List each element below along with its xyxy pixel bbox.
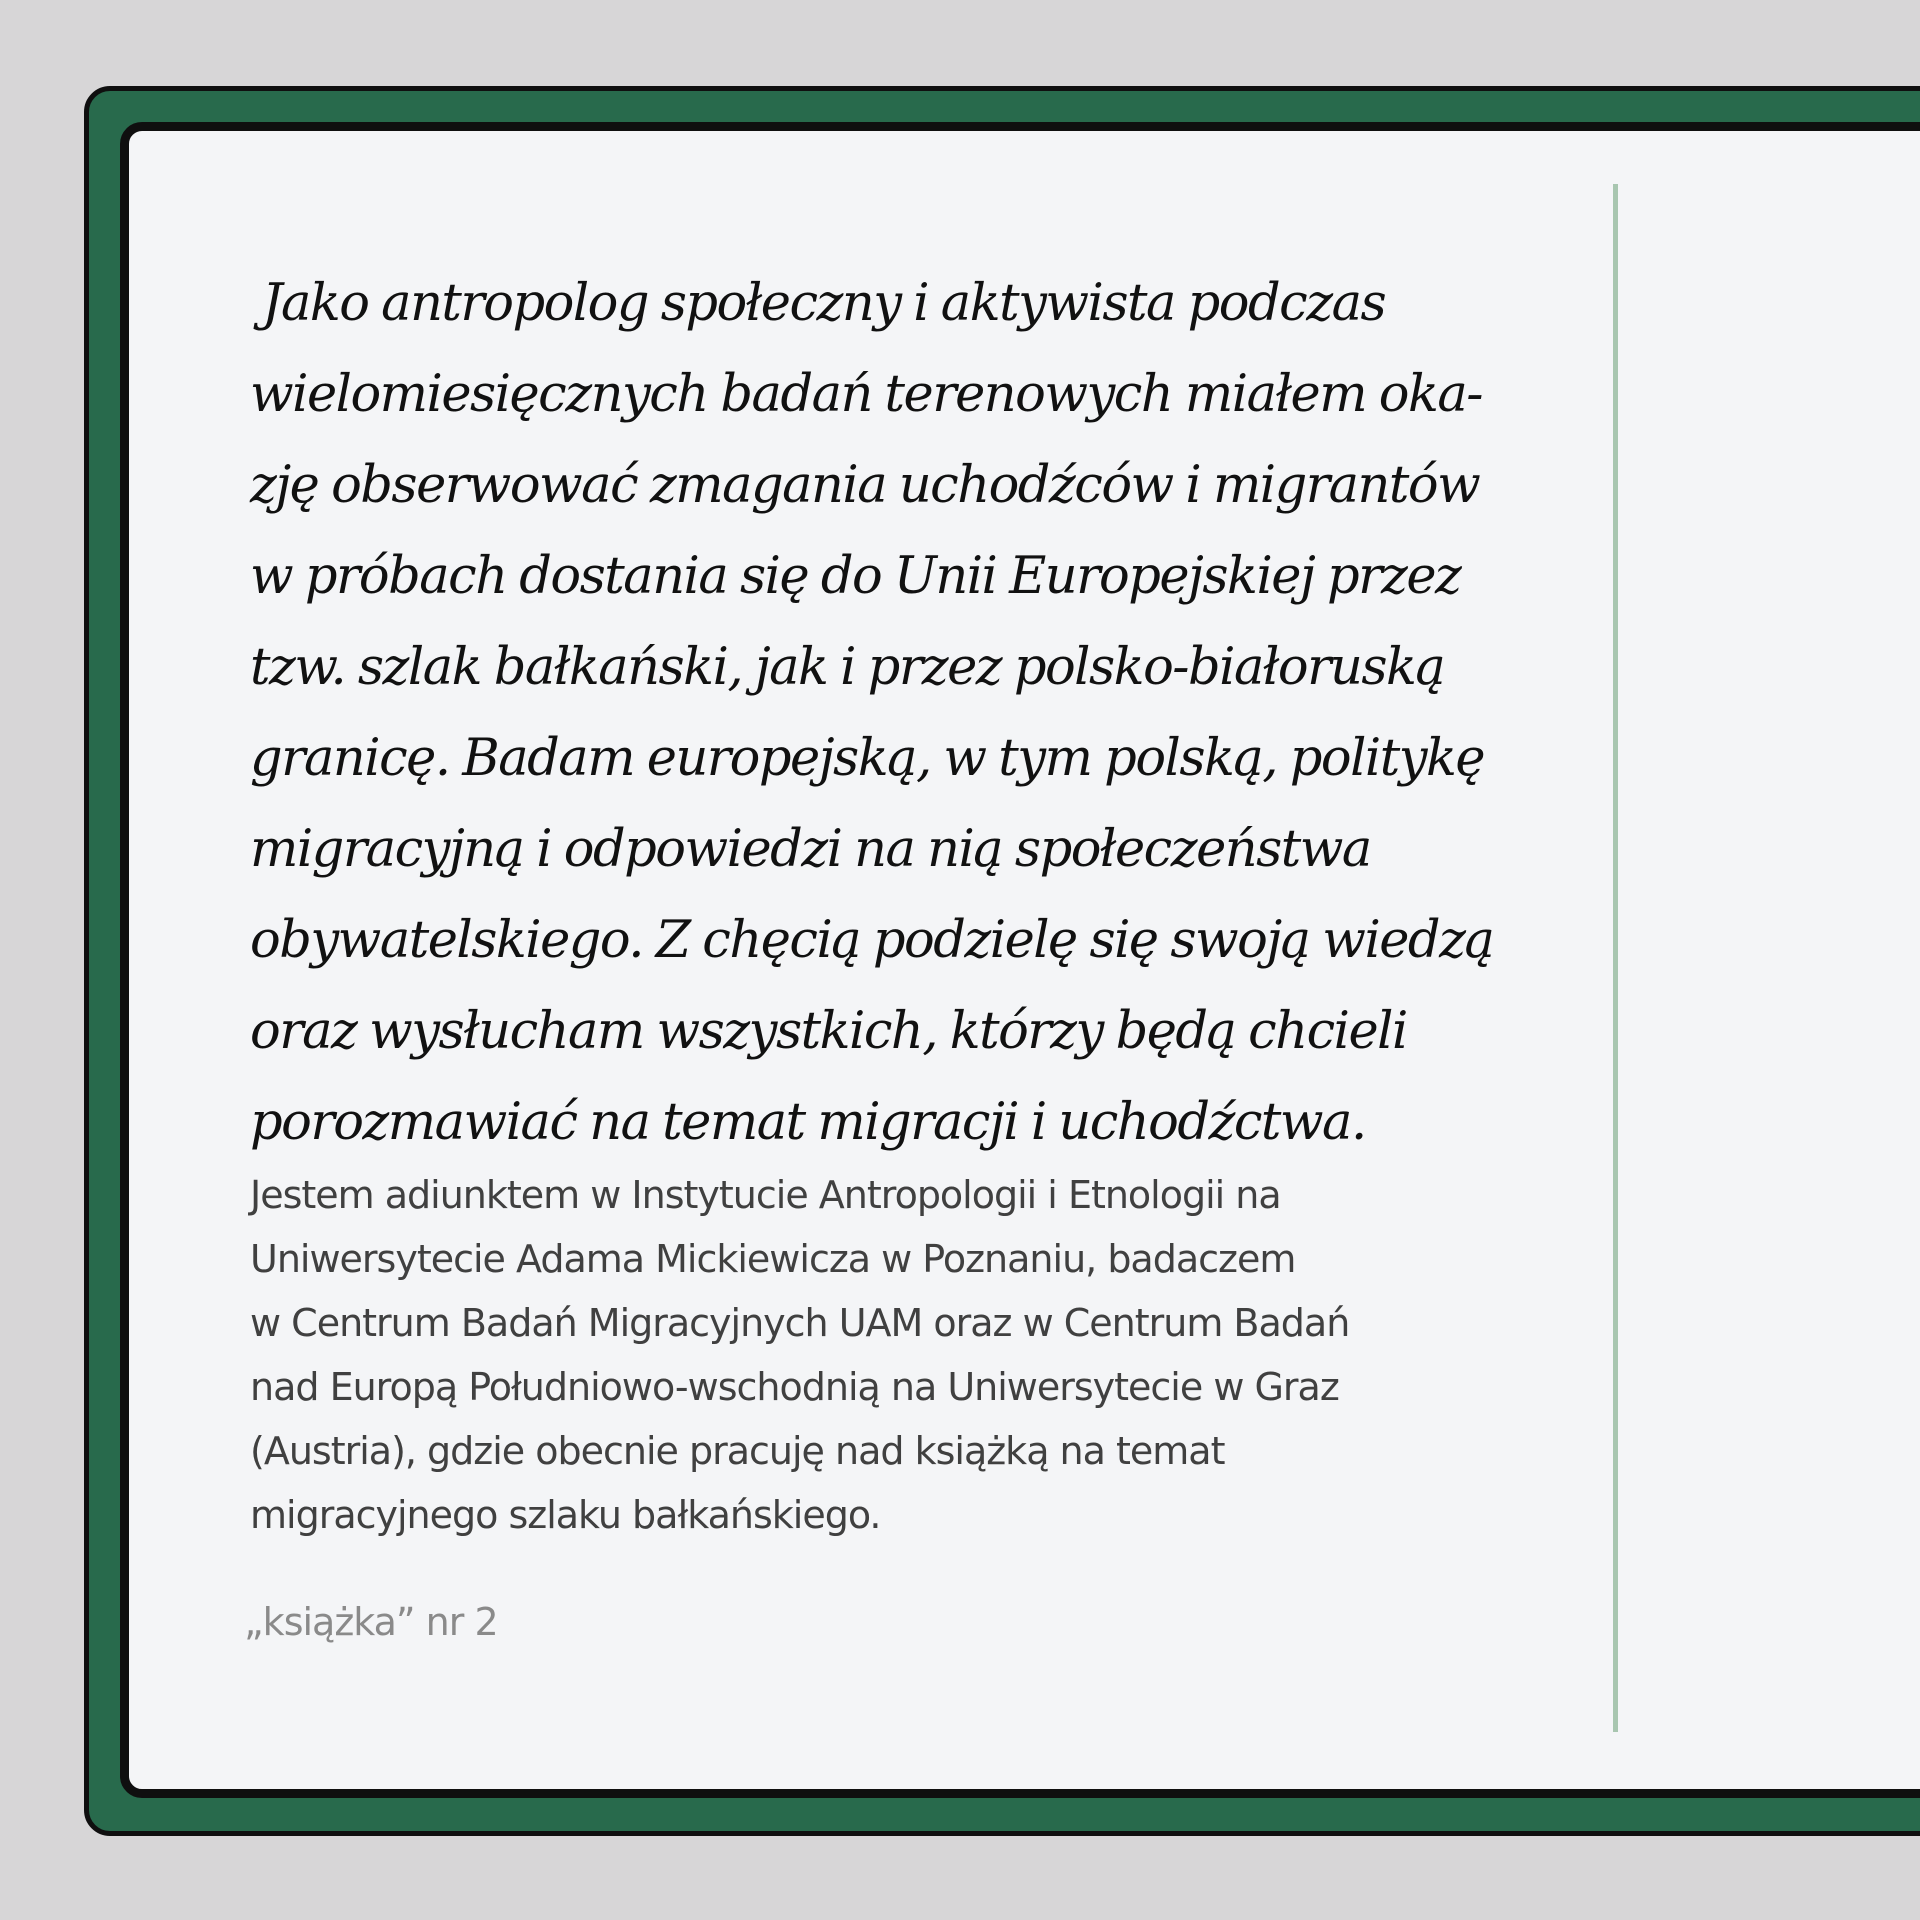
- quote-line: oraz wysłucham wszystkich, którzy będą chcieli: [250, 1002, 1407, 1061]
- quote-line: zję obserwować zmagania uchodźców i migrantów: [250, 456, 1480, 515]
- bio-line: migracyjnego szlaku bałkańskiego.: [250, 1493, 881, 1537]
- quote-line: granicę. Badam europejską, w tym polską, politykę: [250, 729, 1485, 788]
- quote-line: Jako antropolog społeczny i aktywista podczas: [262, 274, 1386, 333]
- page-divider: [1613, 184, 1618, 1732]
- quote-text: [250, 258, 1494, 1168]
- quote-line: w próbach dostania się do Unii Europejskiej przez: [250, 547, 1461, 606]
- bio-line: (Austria), gdzie obecnie pracuję nad książką na temat: [250, 1429, 1225, 1473]
- bio-line: Jestem adiunktem w Instytucie Antropologii i Etnologii na: [250, 1173, 1281, 1217]
- quote-line: wielomiesięcznych badań terenowych miałem oka-: [250, 365, 1483, 424]
- quote-line: porozmawiać na temat migracji i uchodźctwa.: [250, 1093, 1366, 1152]
- bio-line: Uniwersytecie Adama Mickiewicza w Poznaniu, badaczem: [250, 1237, 1296, 1281]
- bio-text: [250, 1163, 1470, 1547]
- quote-line: obywatelskiego. Z chęcią podzielę się swoją wiedzą: [250, 911, 1494, 970]
- quote-line: migracyjną i odpowiedzi na nią społeczeństwa: [250, 820, 1371, 879]
- bio-line: nad Europą Południowo-wschodnią na Uniwersytecie w Graz: [250, 1365, 1339, 1409]
- book-number-label: „książka” nr 2: [244, 1600, 498, 1644]
- quote-line: tzw. szlak bałkański, jak i przez polsko-białoruską: [250, 638, 1445, 697]
- bio-line: w Centrum Badań Migracyjnych UAM oraz w Centrum Badań: [250, 1301, 1350, 1345]
